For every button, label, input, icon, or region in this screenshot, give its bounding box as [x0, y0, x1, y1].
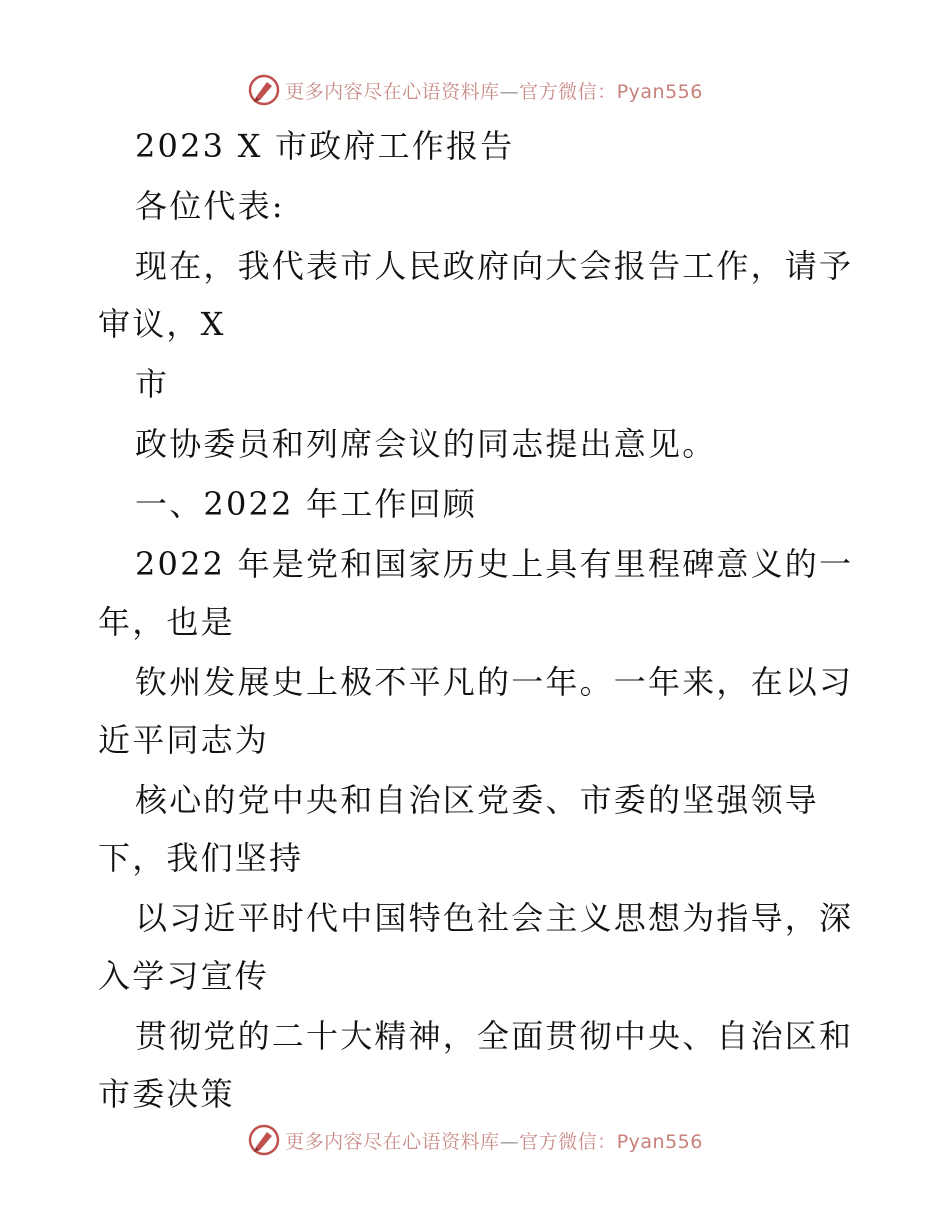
document-title: 2023 X 市政府工作报告: [135, 127, 515, 165]
paragraph-line: 近平同志为: [98, 721, 270, 759]
paragraph-line: 审议，X: [98, 305, 226, 343]
watermark-separator: —: [499, 80, 520, 103]
watermark-text: [285, 1127, 703, 1154]
section-heading: 一、2022 年工作回顾: [135, 485, 478, 523]
watermark-contact: 官方微信：: [519, 80, 617, 103]
paragraph-line: 市: [135, 365, 170, 403]
watermark-handle: Pyan556: [616, 80, 703, 103]
pen-logo-icon: [247, 73, 281, 107]
paragraph-line: 贯彻党的二十大精神，全面贯彻中央、自治区和: [135, 1017, 854, 1055]
paragraph-line: 钦州发展史上极不平凡的一年。一年来，在以习: [135, 663, 854, 701]
watermark-text: [285, 77, 703, 104]
watermark-main: 更多内容尽在心语资料库: [285, 1130, 500, 1153]
watermark-contact: 官方微信：: [519, 1130, 617, 1153]
watermark-handle: Pyan556: [616, 1130, 703, 1153]
watermark-separator: —: [499, 1130, 520, 1153]
pen-logo-icon: [247, 1123, 281, 1157]
watermark-main: 更多内容尽在心语资料库: [285, 80, 500, 103]
paragraph-line: 各位代表:: [135, 187, 285, 225]
header-watermark: [0, 70, 950, 110]
footer-watermark: [0, 1120, 950, 1160]
paragraph-line: 核心的党中央和自治区党委、市委的坚强领导: [135, 781, 820, 819]
paragraph-line: 政协委员和列席会议的同志提出意见。: [135, 425, 717, 463]
paragraph-line: 年，也是: [98, 603, 235, 641]
paragraph-line: 下，我们坚持: [98, 839, 304, 877]
paragraph-line: 2022 年是党和国家历史上具有里程碑意义的一: [135, 545, 854, 583]
paragraph-line: 入学习宣传: [98, 957, 270, 995]
paragraph-line: 现在，我代表市人民政府向大会报告工作，请予: [135, 247, 854, 285]
paragraph-line: 以习近平时代中国特色社会主义思想为指导，深: [135, 899, 854, 937]
paragraph-line: 市委决策: [98, 1075, 235, 1113]
